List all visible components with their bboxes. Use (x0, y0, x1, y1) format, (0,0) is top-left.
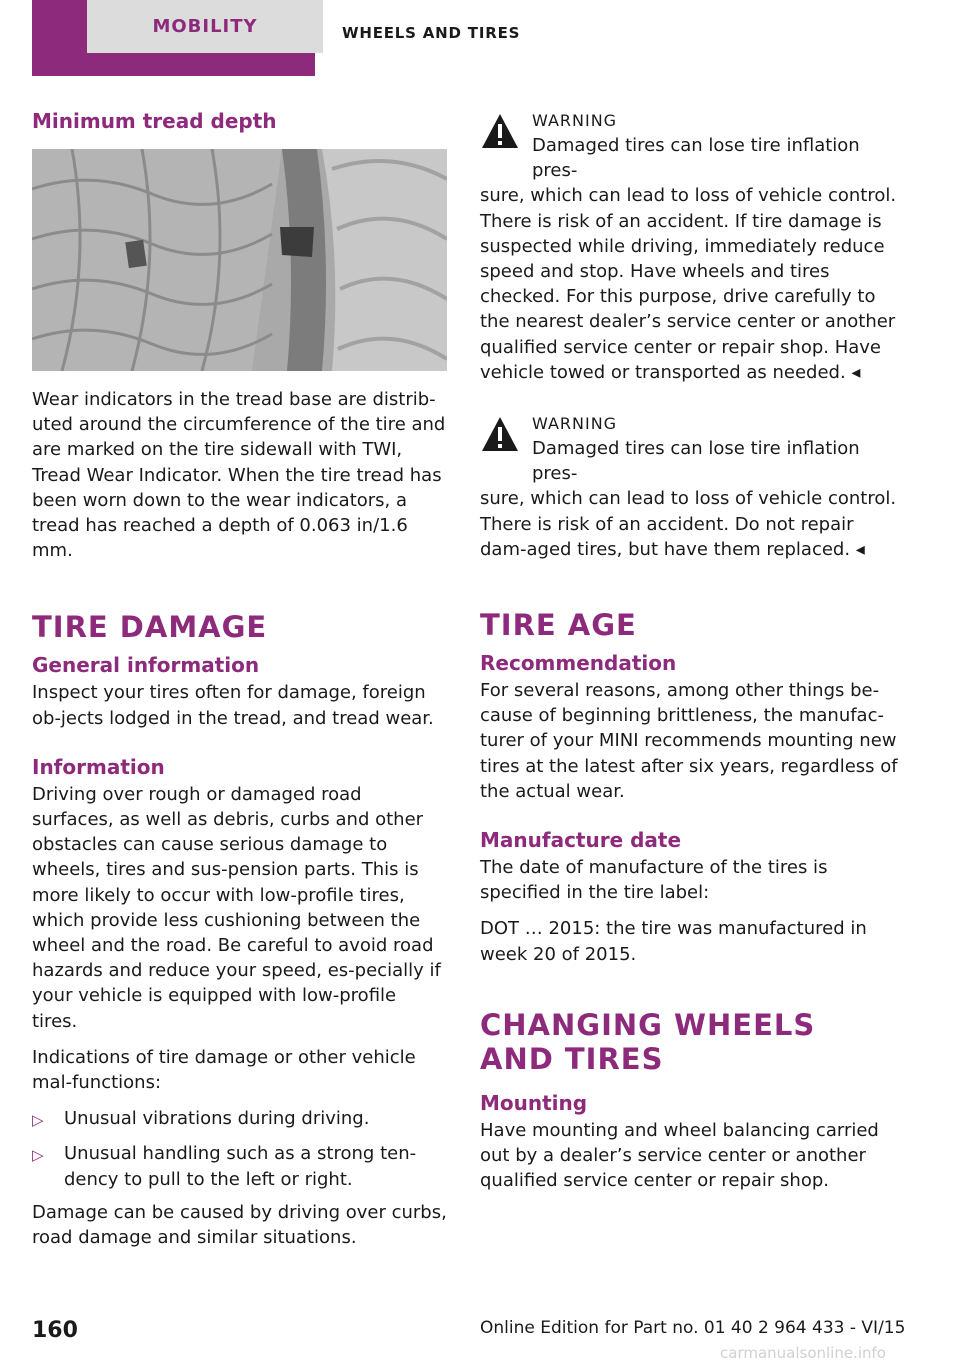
min-tread-title: Minimum tread depth (32, 109, 277, 133)
right-column (480, 108, 900, 1204)
tire-age-title: TIRE AGE (480, 608, 637, 643)
page-number: 160 (32, 1318, 78, 1343)
warning-triangle-icon (480, 112, 520, 150)
manufacture-date-text: The date of manufacture of the tires is specified in the tire label: (480, 857, 828, 904)
header-tab (32, 0, 315, 76)
mounting-title: Mounting (480, 1090, 588, 1115)
warning-label: WARNING (532, 414, 618, 434)
manufacture-date-title: Manufacture date (480, 828, 682, 853)
header-tab-label: MOBILITY (87, 0, 323, 53)
triangle-bullet-icon: ▷ (32, 1146, 44, 1165)
tire-tread-image (32, 149, 447, 371)
warning-text-start: Damaged tires can lose tire inflation pres‐ (532, 135, 860, 182)
recommendation-text: For several reasons, among other things be‐cause of beginning brittleness, the manufac‐turer of your MINI recommends mounting new tires at the latest after six years, regardless of the actual wear. (480, 680, 898, 802)
list-item: ▷ Unusual vibrations during driving. (32, 1106, 447, 1133)
list-item: ▷ Unusual handling such as a strong ten‐dency to pull to the left or right. (32, 1141, 447, 1191)
warning-triangle-icon (480, 415, 520, 453)
damage-cause-text: Damage can be caused by driving over curbs, road damage and similar situations. (32, 1201, 447, 1249)
recommendation-title: Recommendation (480, 651, 677, 676)
general-info-title: General information (32, 653, 260, 678)
dot-text: DOT … 2015: the tire was manufactured in week 20 of 2015. (480, 918, 867, 965)
tire-damage-title: TIRE DAMAGE (32, 610, 268, 645)
warning-text: sure, which can lead to loss of vehicle control. There is risk of an accident. Do not repair dam‐aged tires, but have them replaced. ◂ (480, 488, 897, 560)
footer-edition: Online Edition for Part no. 01 40 2 964 433 - VI/15 (480, 1318, 906, 1338)
mounting-text: Have mounting and wheel balancing carried out by a dealer’s service center or another qualified service center or repair shop. (480, 1119, 879, 1192)
warning-label: WARNING (532, 111, 618, 130)
information-text: Driving over rough or damaged road surfaces, as well as debris, curbs and other obstacles can cause serious damage to wheels, tires and sus‐pension parts. This is more likely to occur with low-profile tires, which provide less cushioning between the wheel and the road. Be careful to avoid road hazards and reduce your speed, es‐pecially if your vehicle is equipped with low-profile tires. (32, 783, 441, 1032)
watermark-text: carmanualsonline.info (720, 1344, 886, 1362)
warning-block-2 (480, 411, 900, 562)
warning-text: sure, which can lead to loss of vehicle control. There is risk of an accident. If tire damage is suspected while driving, immediately reduce speed and stop. Have wheels and tires checked. For this purpose, drive carefully to the nearest dealer’s service center or another qualified service center or repair shop. Have vehicle towed or transported as needed. ◂ (480, 185, 897, 383)
information-title: Information (32, 754, 165, 779)
triangle-bullet-icon: ▷ (32, 1111, 44, 1130)
warning-block-1 (480, 108, 900, 385)
min-tread-text: Wear indicators in the tread base are distrib‐uted around the circumference of the tire and are marked on the tire sidewall with TWI, Tread Wear Indicator. When the tire tread has been worn down to the wear indicators, a tread has reached a depth of 0.063 in/1.6 mm. (32, 389, 446, 562)
indications-text: Indications of tire damage or other vehicle mal‐functions: (32, 1046, 416, 1094)
left-column (32, 108, 447, 1261)
general-info-text: Inspect your tires often for damage, foreign ob‐jects lodged in the tread, and tread wear. (32, 682, 434, 729)
changing-wheels-title: CHANGING WHEELS AND TIRES (480, 1007, 816, 1076)
warning-text-start: Damaged tires can lose tire inflation pres‐ (532, 438, 860, 485)
header-section-label: WHEELS AND TIRES (342, 24, 521, 42)
